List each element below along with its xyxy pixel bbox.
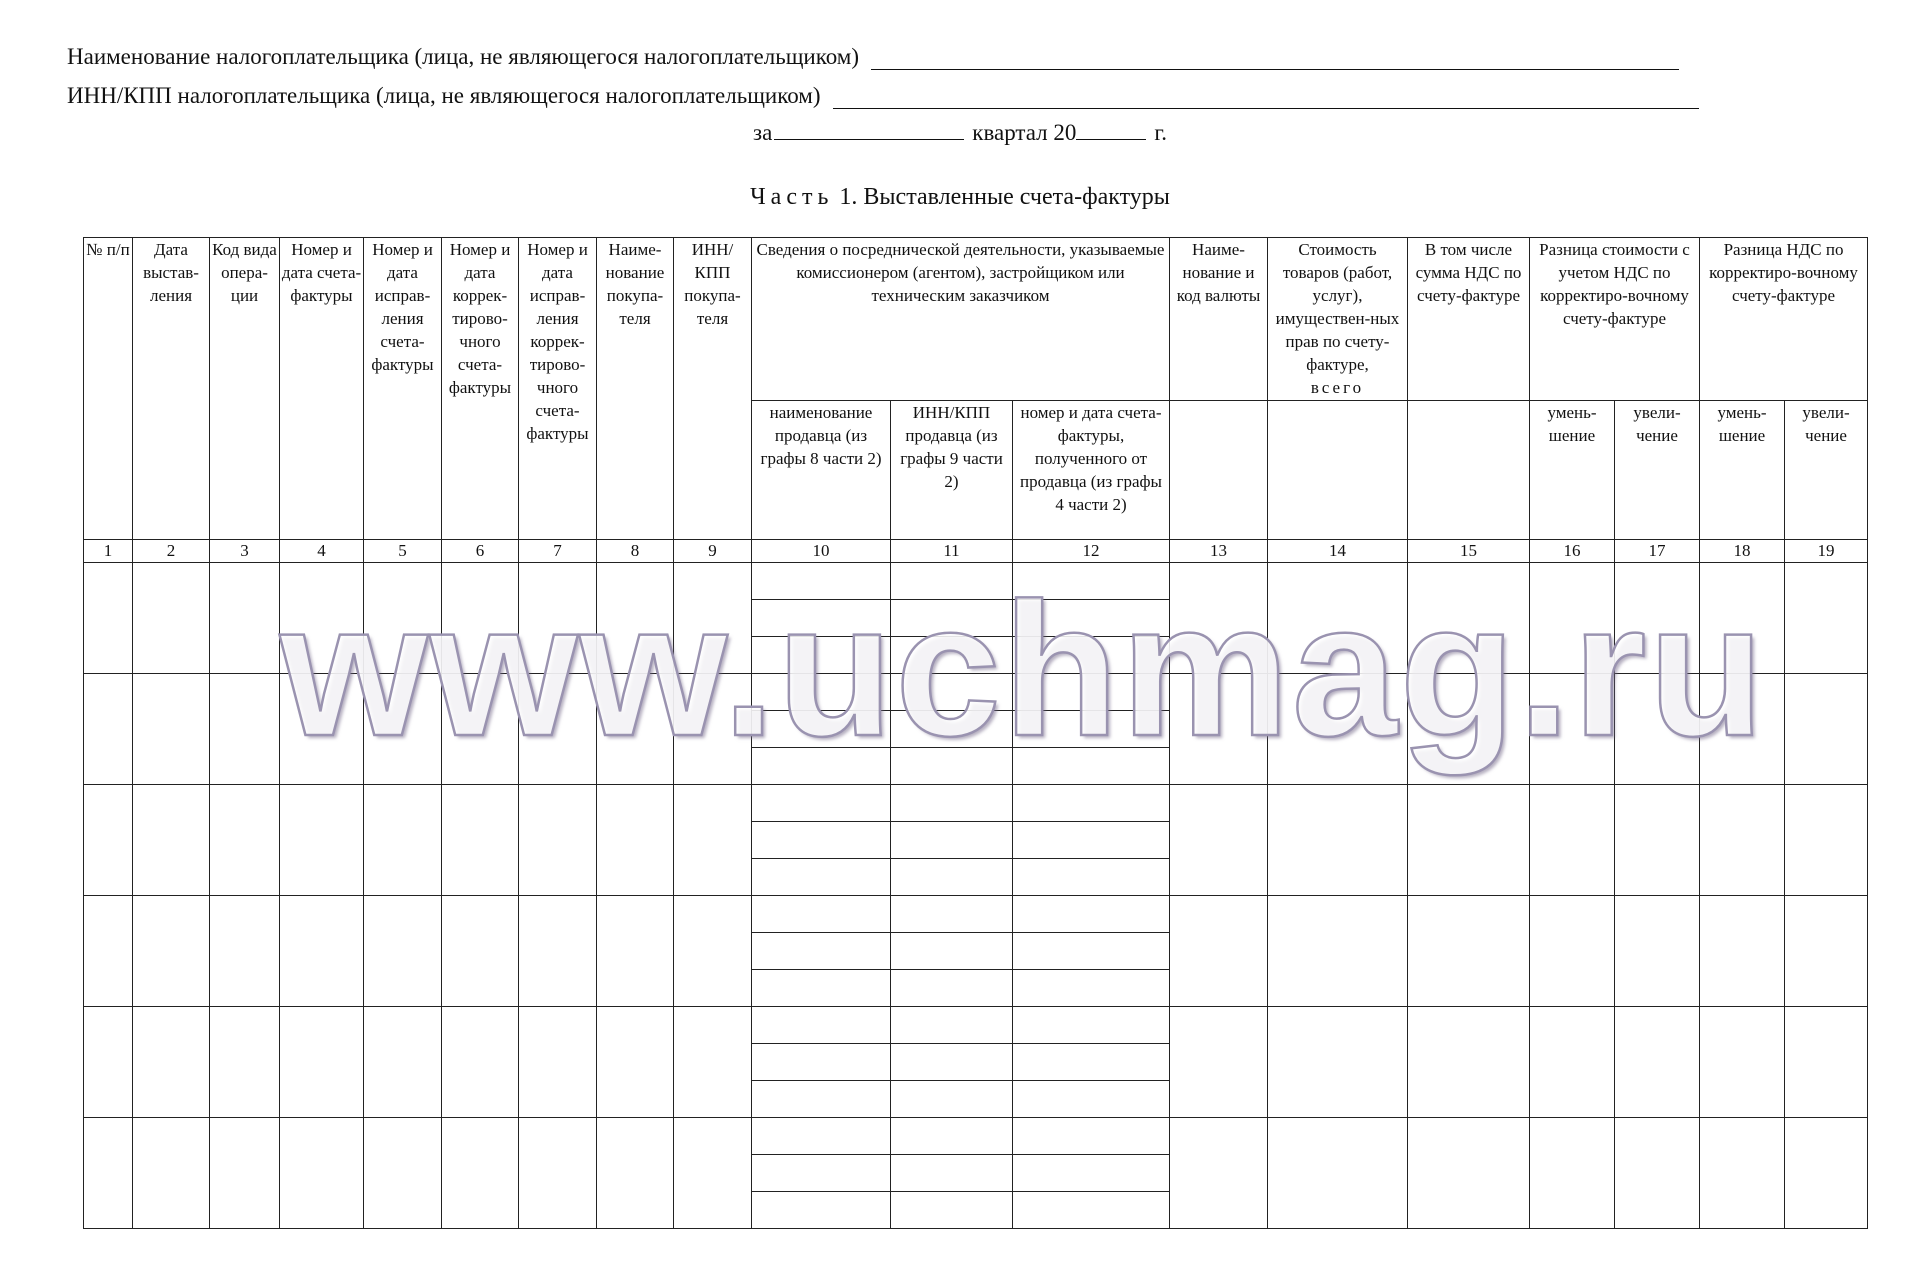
table-cell-col5[interactable] <box>364 674 442 785</box>
table-cell-col1[interactable] <box>84 785 133 896</box>
taxpayer-inn-field[interactable] <box>833 86 1699 109</box>
table-cell-col11[interactable] <box>891 1155 1013 1192</box>
table-cell-col9[interactable] <box>674 1118 752 1229</box>
table-cell-col11[interactable] <box>891 1044 1013 1081</box>
table-cell-col12[interactable] <box>1013 1155 1170 1192</box>
table-cell-col10[interactable] <box>752 1118 891 1155</box>
table-cell-col11[interactable] <box>891 1192 1013 1229</box>
column-number: 11 <box>891 540 1013 563</box>
table-cell-col11[interactable] <box>891 785 1013 822</box>
column-number: 4 <box>280 540 364 563</box>
table-cell-col12[interactable] <box>1013 1007 1170 1044</box>
column-number: 6 <box>442 540 519 563</box>
table-cell-col16[interactable] <box>1530 1007 1615 1118</box>
column-number: 5 <box>364 540 442 563</box>
column-number: 13 <box>1170 540 1268 563</box>
table-cell-col18[interactable] <box>1700 674 1785 785</box>
table-cell-col8[interactable] <box>597 1007 674 1118</box>
table-cell-col9[interactable] <box>674 785 752 896</box>
table-cell-col8[interactable] <box>597 563 674 674</box>
table-cell-col7[interactable] <box>519 1118 597 1229</box>
table-cell-col10[interactable] <box>752 933 891 970</box>
table-cell-col2[interactable] <box>133 1118 210 1229</box>
column-number: 7 <box>519 540 597 563</box>
col-header-19: увели-чение <box>1785 401 1868 540</box>
table-cell-col10[interactable] <box>752 711 891 748</box>
table-row <box>84 896 1868 933</box>
table-cell-col17[interactable] <box>1615 674 1700 785</box>
col-header-3: Код вида опера-ции <box>210 238 280 540</box>
table-cell-col14[interactable] <box>1268 896 1408 1007</box>
table-cell-col12[interactable] <box>1013 1044 1170 1081</box>
table-cell-col11[interactable] <box>891 896 1013 933</box>
table-cell-col13[interactable] <box>1170 674 1268 785</box>
col-header-14-total: всего <box>1310 378 1365 397</box>
column-number: 8 <box>597 540 674 563</box>
col-header-13: Наиме-нование и код валюты <box>1170 238 1268 401</box>
table-cell-col3[interactable] <box>210 563 280 674</box>
col-header-14 <box>1268 238 1408 401</box>
group-header-vat-diff: Разница НДС по корректиро-вочному счету-фактуре <box>1700 238 1868 401</box>
taxpayer-inn-line <box>67 83 1699 109</box>
col-header-8: Наиме-нование покупа-теля <box>597 238 674 540</box>
table-cell-col5[interactable] <box>364 785 442 896</box>
table-cell-col19[interactable] <box>1785 563 1868 674</box>
table-cell-col8[interactable] <box>597 674 674 785</box>
table-cell-col10[interactable] <box>752 785 891 822</box>
table-cell-col10[interactable] <box>752 896 891 933</box>
table-row <box>84 1007 1868 1044</box>
table-cell-col8[interactable] <box>597 896 674 1007</box>
table-cell-col2[interactable] <box>133 1007 210 1118</box>
table-cell-col12[interactable] <box>1013 970 1170 1007</box>
table-cell-col6[interactable] <box>442 1007 519 1118</box>
table-cell-col11[interactable] <box>891 1007 1013 1044</box>
column-numbers-row <box>84 540 1868 563</box>
table-cell-col4[interactable] <box>280 896 364 1007</box>
table-cell-col12[interactable] <box>1013 748 1170 785</box>
table-cell-col19[interactable] <box>1785 896 1868 1007</box>
table-cell-col12[interactable] <box>1013 896 1170 933</box>
table-cell-col10[interactable] <box>752 748 891 785</box>
table-cell-col7[interactable] <box>519 1007 597 1118</box>
period-line <box>0 120 1920 146</box>
period-suffix: г. <box>1154 120 1167 145</box>
table-cell-col11[interactable] <box>891 674 1013 711</box>
table-cell-col7[interactable] <box>519 674 597 785</box>
table-cell-col15[interactable] <box>1408 1118 1530 1229</box>
invoice-ledger-table <box>83 237 1868 1229</box>
table-cell-col3[interactable] <box>210 1007 280 1118</box>
column-number: 10 <box>752 540 891 563</box>
table-cell-col8[interactable] <box>597 1118 674 1229</box>
table-cell-col14[interactable] <box>1268 563 1408 674</box>
table-cell-col7[interactable] <box>519 785 597 896</box>
table-cell-col12[interactable] <box>1013 1192 1170 1229</box>
table-cell-col10[interactable] <box>752 600 891 637</box>
table-cell-col12[interactable] <box>1013 859 1170 896</box>
table-cell-col10[interactable] <box>752 970 891 1007</box>
group-header-cost-diff: Разница стоимости с учетом НДС по корректиро-вочному счету-фактуре <box>1530 238 1700 401</box>
table-cell-col11[interactable] <box>891 637 1013 674</box>
table-cell-col11[interactable] <box>891 600 1013 637</box>
col-header-7: Номер и дата исправ-ления коррек-тирово-чного счета-фактуры <box>519 238 597 540</box>
period-quarter-label: квартал 20 <box>972 120 1077 145</box>
col-header-10: наименование продавца (из графы 8 части 2) <box>752 401 891 540</box>
table-cell-col18[interactable] <box>1700 1007 1785 1118</box>
table-cell-col10[interactable] <box>752 674 891 711</box>
table-cell-col16[interactable] <box>1530 674 1615 785</box>
table-cell-col13[interactable] <box>1170 1007 1268 1118</box>
table-cell-col2[interactable] <box>133 674 210 785</box>
col-header-14-sub <box>1268 401 1408 540</box>
col-header-17: увели-чение <box>1615 401 1700 540</box>
table-cell-col10[interactable] <box>752 822 891 859</box>
table-cell-col12[interactable] <box>1013 563 1170 600</box>
table-cell-col16[interactable] <box>1530 563 1615 674</box>
table-cell-col1[interactable] <box>84 674 133 785</box>
table-cell-col17[interactable] <box>1615 563 1700 674</box>
table-cell-col17[interactable] <box>1615 1007 1700 1118</box>
col-header-16: умень-шение <box>1530 401 1615 540</box>
table-cell-col17[interactable] <box>1615 785 1700 896</box>
column-number: 17 <box>1615 540 1700 563</box>
table-cell-col10[interactable] <box>752 637 891 674</box>
col-header-9: ИНН/ КПП покупа-теля <box>674 238 752 540</box>
table-cell-col4[interactable] <box>280 1007 364 1118</box>
table-cell-col1[interactable] <box>84 1118 133 1229</box>
part-prefix: Часть <box>750 184 834 210</box>
col-header-4: Номер и дата счета-фактуры <box>280 238 364 540</box>
table-cell-col17[interactable] <box>1615 896 1700 1007</box>
table-cell-col11[interactable] <box>891 970 1013 1007</box>
table-cell-col5[interactable] <box>364 563 442 674</box>
table-cell-col19[interactable] <box>1785 674 1868 785</box>
table-cell-col18[interactable] <box>1700 563 1785 674</box>
table-cell-col12[interactable] <box>1013 1081 1170 1118</box>
table-cell-col15[interactable] <box>1408 1007 1530 1118</box>
table-cell-col10[interactable] <box>752 563 891 600</box>
table-cell-col2[interactable] <box>133 785 210 896</box>
col-header-6: Номер и дата коррек-тирово-чного счета-фактуры <box>442 238 519 540</box>
table-cell-col15[interactable] <box>1408 674 1530 785</box>
year-field[interactable] <box>1076 121 1146 140</box>
table-row <box>84 1118 1868 1155</box>
table-row <box>84 785 1868 822</box>
table-cell-col13[interactable] <box>1170 896 1268 1007</box>
table-cell-col5[interactable] <box>364 896 442 1007</box>
table-cell-col9[interactable] <box>674 674 752 785</box>
table-cell-col19[interactable] <box>1785 785 1868 896</box>
table-cell-col9[interactable] <box>674 1007 752 1118</box>
table-cell-col11[interactable] <box>891 1081 1013 1118</box>
table-cell-col9[interactable] <box>674 896 752 1007</box>
table-cell-col10[interactable] <box>752 859 891 896</box>
table-cell-col13[interactable] <box>1170 563 1268 674</box>
table-cell-col12[interactable] <box>1013 1118 1170 1155</box>
table-cell-col18[interactable] <box>1700 785 1785 896</box>
table-row <box>84 674 1868 711</box>
table-cell-col19[interactable] <box>1785 1118 1868 1229</box>
table-cell-col2[interactable] <box>133 563 210 674</box>
column-number: 1 <box>84 540 133 563</box>
column-number: 18 <box>1700 540 1785 563</box>
col-header-15-sub <box>1408 401 1530 540</box>
table-cell-col1[interactable] <box>84 1007 133 1118</box>
col-header-18: умень-шение <box>1700 401 1785 540</box>
table-cell-col12[interactable] <box>1013 785 1170 822</box>
table-cell-col16[interactable] <box>1530 1118 1615 1229</box>
col-header-5: Номер и дата исправ-ления счета-фактуры <box>364 238 442 540</box>
table-cell-col14[interactable] <box>1268 785 1408 896</box>
table-cell-col6[interactable] <box>442 563 519 674</box>
table-cell-col11[interactable] <box>891 859 1013 896</box>
table-cell-col15[interactable] <box>1408 563 1530 674</box>
table-cell-col4[interactable] <box>280 674 364 785</box>
table-cell-col15[interactable] <box>1408 785 1530 896</box>
group-header-intermediary: Сведения о посреднической деятельности, указываемые комиссионером (агентом), застройщиком или техническим заказчиком <box>752 238 1170 401</box>
col-header-11: ИНН/КПП продавца (из графы 9 части 2) <box>891 401 1013 540</box>
table-cell-col11[interactable] <box>891 748 1013 785</box>
table-cell-col4[interactable] <box>280 563 364 674</box>
table-cell-col13[interactable] <box>1170 1118 1268 1229</box>
table-cell-col6[interactable] <box>442 1118 519 1229</box>
table-cell-col11[interactable] <box>891 711 1013 748</box>
table-cell-col10[interactable] <box>752 1007 891 1044</box>
table-cell-col3[interactable] <box>210 785 280 896</box>
table-cell-col3[interactable] <box>210 1118 280 1229</box>
table-cell-col14[interactable] <box>1268 1118 1408 1229</box>
table-cell-col12[interactable] <box>1013 637 1170 674</box>
table-cell-col12[interactable] <box>1013 822 1170 859</box>
quarter-field[interactable] <box>774 121 964 140</box>
table-cell-col7[interactable] <box>519 896 597 1007</box>
table-cell-col18[interactable] <box>1700 896 1785 1007</box>
table-cell-col7[interactable] <box>519 563 597 674</box>
col-header-12: номер и дата счета-фактуры, полученного от продавца (из графы 4 части 2) <box>1013 401 1170 540</box>
table-cell-col4[interactable] <box>280 1118 364 1229</box>
part-title-text: 1. Выставленные счета-фактуры <box>839 184 1170 210</box>
table-cell-col12[interactable] <box>1013 600 1170 637</box>
table-cell-col18[interactable] <box>1700 1118 1785 1229</box>
taxpayer-name-field[interactable] <box>871 47 1679 70</box>
watermark: www.uchmag.ru <box>280 564 1767 776</box>
part-title <box>0 184 1920 211</box>
column-number: 16 <box>1530 540 1615 563</box>
table-cell-col6[interactable] <box>442 785 519 896</box>
table-cell-col11[interactable] <box>891 933 1013 970</box>
table-cell-col16[interactable] <box>1530 896 1615 1007</box>
table-cell-col13[interactable] <box>1170 785 1268 896</box>
table-cell-col9[interactable] <box>674 563 752 674</box>
table-cell-col19[interactable] <box>1785 1007 1868 1118</box>
table-cell-col12[interactable] <box>1013 674 1170 711</box>
table-cell-col17[interactable] <box>1615 1118 1700 1229</box>
table-cell-col4[interactable] <box>280 785 364 896</box>
column-number: 3 <box>210 540 280 563</box>
table-cell-col10[interactable] <box>752 1081 891 1118</box>
period-prefix: за <box>753 120 773 145</box>
column-number: 12 <box>1013 540 1170 563</box>
col-header-13-sub <box>1170 401 1268 540</box>
table-cell-col12[interactable] <box>1013 933 1170 970</box>
column-number: 2 <box>133 540 210 563</box>
col-header-14-text: Стоимость товаров (работ, услуг), имуществен-ных прав по счету-фактуре, <box>1275 240 1400 374</box>
table-cell-col1[interactable] <box>84 896 133 1007</box>
taxpayer-name-label: Наименование налогоплательщика (лица, не являющегося налогоплательщиком) <box>67 44 860 69</box>
table-cell-col8[interactable] <box>597 785 674 896</box>
taxpayer-name-line <box>67 44 1679 70</box>
taxpayer-inn-label: ИНН/КПП налогоплательщика (лица, не являющегося налогоплательщиком) <box>67 83 821 108</box>
table-cell-col3[interactable] <box>210 896 280 1007</box>
column-number: 19 <box>1785 540 1868 563</box>
col-header-15: В том числе сумма НДС по счету-фактуре <box>1408 238 1530 401</box>
table-cell-col3[interactable] <box>210 674 280 785</box>
table-cell-col14[interactable] <box>1268 674 1408 785</box>
table-cell-col6[interactable] <box>442 896 519 1007</box>
table-cell-col12[interactable] <box>1013 711 1170 748</box>
table-cell-col11[interactable] <box>891 822 1013 859</box>
table-cell-col16[interactable] <box>1530 785 1615 896</box>
col-header-1: № п/п <box>84 238 133 540</box>
table-cell-col1[interactable] <box>84 563 133 674</box>
table-cell-col15[interactable] <box>1408 896 1530 1007</box>
table-cell-col2[interactable] <box>133 896 210 1007</box>
column-number: 9 <box>674 540 752 563</box>
column-number: 15 <box>1408 540 1530 563</box>
table-row <box>84 563 1868 600</box>
table-cell-col14[interactable] <box>1268 1007 1408 1118</box>
column-number: 14 <box>1268 540 1408 563</box>
table-cell-col10[interactable] <box>752 1044 891 1081</box>
table-cell-col5[interactable] <box>364 1118 442 1229</box>
table-cell-col11[interactable] <box>891 563 1013 600</box>
table-cell-col10[interactable] <box>752 1155 891 1192</box>
table-cell-col6[interactable] <box>442 674 519 785</box>
col-header-2: Дата выстав-ления <box>133 238 210 540</box>
table-cell-col5[interactable] <box>364 1007 442 1118</box>
table-cell-col11[interactable] <box>891 1118 1013 1155</box>
table-cell-col10[interactable] <box>752 1192 891 1229</box>
